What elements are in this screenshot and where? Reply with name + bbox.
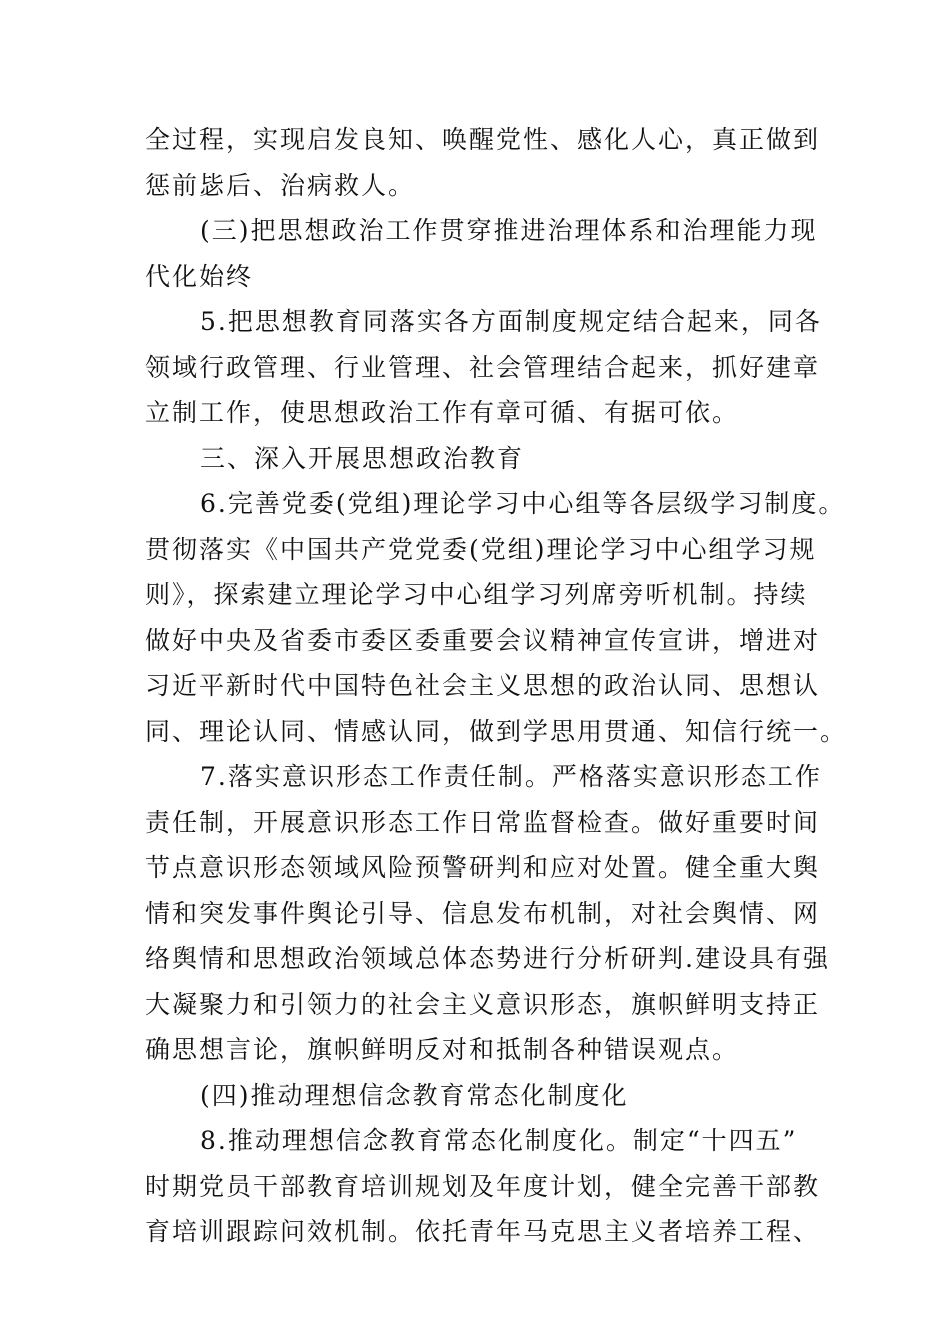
text-line: 惩前毖后、治病救人。 <box>145 170 416 200</box>
text-line: 领域行政管理、行业管理、社会管理结合起来，抓好建章 <box>145 352 821 382</box>
text-line: 同、理论认同、情感认同，做到学思用贯通、知信行统一。 <box>145 716 848 746</box>
text-line: 确思想言论，旗帜鲜明反对和抵制各种错误观点。 <box>145 1035 740 1064</box>
text-line: 时期党员干部教育培训规划及年度计划，健全完善干部教 <box>145 1171 821 1201</box>
text-line: 节点意识形态领域风险预警研判和应对处置。健全重大舆 <box>145 853 821 882</box>
text-line: 习近平新时代中国特色社会主义思想的政治认同、思想认 <box>145 671 821 700</box>
text-line: 代化始终 <box>145 261 254 291</box>
text-line: 络舆情和思想政治领域总体态势进行分析研判.建设具有强 <box>145 944 830 973</box>
body-text <box>145 117 848 1255</box>
text-line: 做好中央及省委市委区委重要会议精神宣传宣讲，增进对 <box>145 625 821 655</box>
paragraph-start: 6.完善党委(党组)理论学习中心组等各层级学习制度。 <box>200 489 846 518</box>
paragraph-start: 5.把思想教育同落实各方面制度规定结合起来，同各 <box>200 307 822 336</box>
paragraph-start: 8.推动理想信念教育常态化制度化。制定“十四五” <box>200 1126 798 1155</box>
text-line: 大凝聚力和引领力的社会主义意识形态，旗帜鲜明支持正 <box>145 989 821 1019</box>
text-line: 育培训跟踪问效机制。依托青年马克思主义者培养工程、 <box>145 1217 821 1246</box>
text-line: 情和突发事件舆论引导、信息发布机制，对社会舆情、网 <box>145 898 821 928</box>
text-line: 则》，探索建立理论学习中心组学习列席旁听机制。持续 <box>145 580 808 609</box>
text-line: 贯彻落实《中国共产党党委(党组)理论学习中心组学习规 <box>145 534 817 564</box>
text-line: 全过程，实现启发良知、唤醒党性、感化人心，真正做到 <box>145 125 821 154</box>
paragraph-start: 7.落实意识形态工作责任制。严格落实意识形态工作 <box>200 762 822 791</box>
text-line: 责任制，开展意识形态工作日常监督检查。做好重要时间 <box>145 807 821 837</box>
text-line: 立制工作，使思想政治工作有章可循、有据可依。 <box>145 398 740 427</box>
section-heading: (三)把思想政治工作贯穿推进治理体系和治理能力现 <box>200 216 818 245</box>
section-heading: 三、深入开展思想政治教育 <box>200 443 525 473</box>
section-heading: (四)推动理想信念教育常态化制度化 <box>200 1080 629 1110</box>
